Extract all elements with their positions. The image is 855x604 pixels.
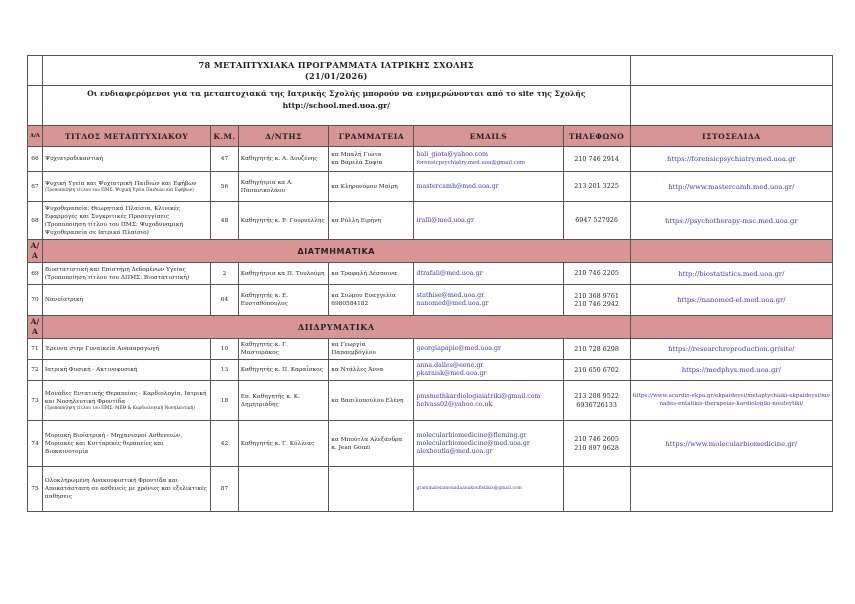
phone: 210 746 2605 (574, 435, 619, 443)
table-row (28, 467, 833, 512)
director: Καθηγητής κ. Ε. Ευσταθόπουλος (238, 285, 329, 316)
phone: 210 897 9628 (574, 443, 619, 452)
director: Επ. Καθηγητής κ. Κ. Δημητριάδης (238, 381, 329, 421)
phone: 210 746 2205 (563, 263, 630, 285)
section-aa-line: Α/ (30, 317, 40, 326)
program-title-cell (42, 263, 210, 285)
km-code: 18 (211, 381, 239, 421)
document-title-cell (42, 56, 630, 86)
email-link[interactable]: dtrafali@med.uoa.gr (416, 269, 483, 277)
secretariat-name: κα Μπούτλα Αλεξάνδρα (331, 436, 403, 443)
director: Καθηγητής κ. Α. Δουζένης (238, 147, 329, 172)
secretariat-phone: 6980584182 (331, 301, 369, 307)
row-number: 71 (28, 339, 43, 360)
row-number: 67 (28, 172, 43, 202)
program-title-cell (42, 202, 210, 240)
program-title: Ιατρική Φυσική - Ακτινοφυσική (42, 360, 210, 381)
secretariat (329, 421, 414, 467)
director: Καθηγήτρια κα Α. Παπανικολάου (238, 172, 329, 202)
program-title-cell (42, 172, 210, 202)
col-website: ΙΣΤΟΣΕΛΙΔΑ (630, 126, 832, 147)
secretariat-name: κα Ντάλλες Άννα (331, 367, 384, 373)
secretariat-name: κα Μπαλή Γιώτα (331, 152, 382, 158)
col-emails: EMAILS (414, 126, 563, 147)
website-link[interactable]: https://www.molecularbiomedicine.gr/ (630, 421, 832, 467)
phone: 210 728 6298 (563, 339, 630, 360)
program-title-note: (Τροποποίηση τίτλου του ΠΜΣ: Ψυχοδυναμική Ψυχοθεραπεία σε Ιατρικό Πλαίσιο) (44, 221, 183, 236)
row-number: 75 (28, 467, 43, 512)
phone (563, 467, 630, 512)
program-title: Νανοϊατρική (42, 285, 210, 316)
emails (414, 263, 563, 285)
phone: 210 368 9761 (574, 291, 619, 300)
secretariat (329, 381, 414, 421)
section-title: ΔΙΙΔΡΥΜΑΤΙΚΑ (42, 316, 630, 339)
info-text: Οι ενδιαφερόμενοι για τα μεταπτυχιακά της Ιατρικής Σχολής μπορούν να ενημερώνονται από το site της Σχολής (87, 89, 586, 98)
phone: 210 746 2914 (563, 147, 630, 172)
col-km: Κ.Μ. (211, 126, 239, 147)
km-code: 87 (211, 467, 239, 512)
email-link[interactable]: mastercamh@med.uoa.gr (416, 182, 499, 190)
phone: 210 746 2942 (574, 300, 619, 308)
website-link[interactable]: https://nanomed-el.med.uoa.gr/ (630, 285, 832, 316)
email-link[interactable]: iralli@med.uoa.gr (416, 216, 474, 224)
blank-cell (630, 56, 832, 86)
km-code: 42 (211, 421, 239, 467)
emails (414, 147, 563, 172)
secretariat (329, 172, 414, 202)
section-header-row (28, 240, 833, 263)
km-code: 56 (211, 172, 239, 202)
phone: 213 208 9522 (574, 392, 619, 400)
secretariat-name: κα Βασιλοπούλου Ελένη (331, 397, 404, 404)
program-title: Έρευνα στην Γυναικεία Αναπαραγωγή (42, 339, 210, 360)
email-link[interactable]: molecularbiomedicine@med.uoa.gr (416, 439, 530, 447)
program-title-cell (42, 381, 210, 421)
secretariat-name: κ. Jean Gouzi (331, 444, 371, 451)
email-link[interactable]: anna.dalles@eene.gr (416, 362, 484, 369)
emails (414, 172, 563, 202)
phones (563, 421, 630, 467)
program-title-note: (Τροποποίηση τίτλου του ΔΠΜΣ: Βιοστατιστική) (44, 274, 190, 281)
secretariat (329, 467, 414, 512)
director: Καθηγήτρια κα Π. Τουλούμη (238, 263, 329, 285)
table-row (28, 202, 833, 240)
secretariat (329, 263, 414, 285)
row-number: 68 (28, 202, 43, 240)
emails (414, 467, 563, 512)
program-title: Ψυχική Υγεία και Ψυχιατρική Παιδιών και Εφήβων (44, 180, 197, 187)
document-title: 78 ΜΕΤΑΠΤΥΧΙΑΚΑ ΠΡΟΓΡΑΜΜΑΤΑ ΙΑΤΡΙΚΗΣ ΣΧΟΛΗΣ (198, 59, 474, 70)
row-number: 72 (28, 360, 43, 381)
row-number: 73 (28, 381, 43, 421)
website-link[interactable]: http://biostatistics.med.uoa.gr/ (630, 263, 832, 285)
program-title: Βιοστατιστική και Επιστήμη Δεδομένων Υγείας (44, 266, 186, 273)
secretariat (329, 339, 414, 360)
secretariat-name: κα Τραφαλή Δέσποινα (331, 270, 397, 277)
section-title: ΔΙΑΤΜΗΜΑΤΙΚΑ (42, 240, 630, 263)
secretariat (329, 202, 414, 240)
section-aa-line: Α (32, 251, 38, 260)
row-number: 66 (28, 147, 43, 172)
school-url[interactable]: http://school.med.uoa.gr/ (282, 101, 390, 110)
row-number: 69 (28, 263, 43, 285)
table-row (28, 360, 833, 381)
email-link[interactable]: nanomed@med.uoa.gr (416, 300, 489, 307)
km-code: 13 (211, 360, 239, 381)
email-link[interactable]: helvass02@yahoo.co.uk (416, 400, 493, 408)
secretariat-name: κα Ρόλλη Ειρήνη (331, 217, 382, 224)
email-link[interactable]: stathise@med.uoa.gr (416, 292, 485, 299)
table-row (28, 381, 833, 421)
secretariat (329, 147, 414, 172)
website-link[interactable]: http://www.mastercamh.med.uoa.gr/ (630, 172, 832, 202)
phones (563, 381, 630, 421)
director: Καθηγητής κ. Π. Καραΐσκος (238, 360, 329, 381)
phone: 6936726133 (576, 400, 617, 409)
email-link[interactable]: forensicpsychiatry.med.uoa@gmail.com (416, 160, 526, 166)
km-code: 2 (211, 263, 239, 285)
director: Καθηγητής κ. Ρ. Γουρνέλλης (238, 202, 329, 240)
col-phone: ΤΗΛΕΦΩΝΟ (563, 126, 630, 147)
table-row (28, 421, 833, 467)
col-secretariat: ΓΡΑΜΜΑΤΕΙΑ (329, 126, 414, 147)
emails (414, 285, 563, 316)
table-row (28, 172, 833, 202)
secretariat (329, 360, 414, 381)
secretariat-name: κα Κληρονόμου Μαίρη (331, 183, 398, 190)
email-link[interactable]: georgiapapie@med.uoa.gr (416, 345, 502, 352)
km-code: 47 (211, 147, 239, 172)
secretariat (329, 285, 414, 316)
email-link[interactable]: grammateiamonadaanakoufistikis@gmail.com (416, 486, 522, 491)
table-row (28, 285, 833, 316)
section-aa-line: Α (32, 327, 38, 336)
blank-cell (28, 56, 43, 86)
section-aa-line: Α/ (30, 241, 40, 250)
secretariat-name: κα Βαρελά Σοφία (331, 160, 383, 166)
website-link[interactable]: https://www.acardio-ekpa.gr/ekpaideysi/metaptychiaki-ekpaideysi/monades-entatikis-therapeias-kardiologiki-nosileytiki/ (630, 381, 832, 421)
program-title: Ψυχοθεραπεία: Θεωρητικά Πλαίσια, Κλινικές Εφαρμογές και Συγκριτικές Προσεγγίσεις (44, 205, 181, 220)
program-title: Ολοκληρωμένη Ανακουφιστική Φροντίδα και Αποκατάσταση σε ασθενείς με χρόνιες και εξελικτικές παθήσεις (42, 467, 210, 512)
website-link[interactable]: https://medphys.med.uoa.gr/ (630, 360, 832, 381)
col-title: ΤΙΤΛΟΣ ΜΕΤΑΠΤΥΧΙΑΚΟΥ (42, 126, 210, 147)
director (238, 467, 329, 512)
column-header-row (28, 126, 833, 147)
info-cell (42, 86, 630, 126)
program-title-note: (Τροποποίηση τίτλου του ΠΜΣ: Ψυχική Υγεία Παιδιών και Εφήβων) (44, 187, 194, 193)
km-code: 48 (211, 202, 239, 240)
phone: 213 201 3225 (563, 172, 630, 202)
km-code: 64 (211, 285, 239, 316)
website-link[interactable]: https://researchreproduction.gr/site/ (630, 339, 832, 360)
blank-cell (28, 86, 43, 126)
director: Καθηγητής κ. Γ. Κόλλιας (238, 421, 329, 467)
table-row (28, 147, 833, 172)
section-aa (28, 240, 43, 263)
secretariat-name: κα Γεωργία Παπαεμβόγλου (331, 342, 376, 356)
email-link[interactable]: pkaraisk@med.uoa.gr (416, 370, 487, 377)
email-link[interactable]: molecularbiomedicine@fleming.gr (416, 431, 527, 439)
table-row (28, 263, 833, 285)
section-aa (28, 316, 43, 339)
director: Καθηγητής κ. Γ. Μαστοράκος (238, 339, 329, 360)
emails (414, 381, 563, 421)
programs-table (27, 55, 833, 512)
program-title-note: (Τροποποίηση τίτλου του ΠΜΣ: ΜΕΘ & Καρδιολογική Νοσηλευτική) (44, 405, 195, 411)
section-blank (630, 240, 832, 263)
emails (414, 360, 563, 381)
secretariat-name: κα Σιώμου Ευαγγελία (331, 293, 396, 299)
phone: 210 650 6702 (563, 360, 630, 381)
emails (414, 421, 563, 467)
phones (563, 285, 630, 316)
emails (414, 339, 563, 360)
program-title: Μονάδες Εντατικής Θεραπείας - Καρδιολογία, Ιατρική και Νοσηλευτική Φροντίδα (44, 390, 207, 405)
email-link[interactable]: bali_giota@yahoo.com (416, 151, 488, 158)
section-blank (630, 316, 832, 339)
website-link[interactable]: https://forensicpsychiatry.med.uoa.gr (630, 147, 832, 172)
email-link[interactable]: alexboutla@med.uoa.gr (416, 447, 493, 455)
website-link (630, 467, 832, 512)
document-date: (21/01/2026) (304, 70, 368, 81)
km-code: 10 (211, 339, 239, 360)
info-row (28, 86, 833, 126)
emails (414, 202, 563, 240)
col-director: Δ/ΝΤΗΣ (238, 126, 329, 147)
section-header-row (28, 316, 833, 339)
phone: 6947 527926 (563, 202, 630, 240)
col-aa: Α/Α (28, 126, 43, 147)
program-title: Μοριακή Βιοϊατρική - Μηχανισμοί Ασθενειών, Μοριακές και Κυτταρικές θεραπείες και Βιοκαινοτομία (42, 421, 210, 467)
website-link[interactable]: https://psychotherapy-msc.med.uoa.gr (630, 202, 832, 240)
email-link[interactable]: pmsmethkardiologiaiatriki@gmail.com (416, 392, 541, 400)
row-number: 74 (28, 421, 43, 467)
row-number: 70 (28, 285, 43, 316)
blank-cell (630, 86, 832, 126)
table-row (28, 339, 833, 360)
program-title: Ψυχιατροδικαστική (42, 147, 210, 172)
title-row (28, 56, 833, 86)
